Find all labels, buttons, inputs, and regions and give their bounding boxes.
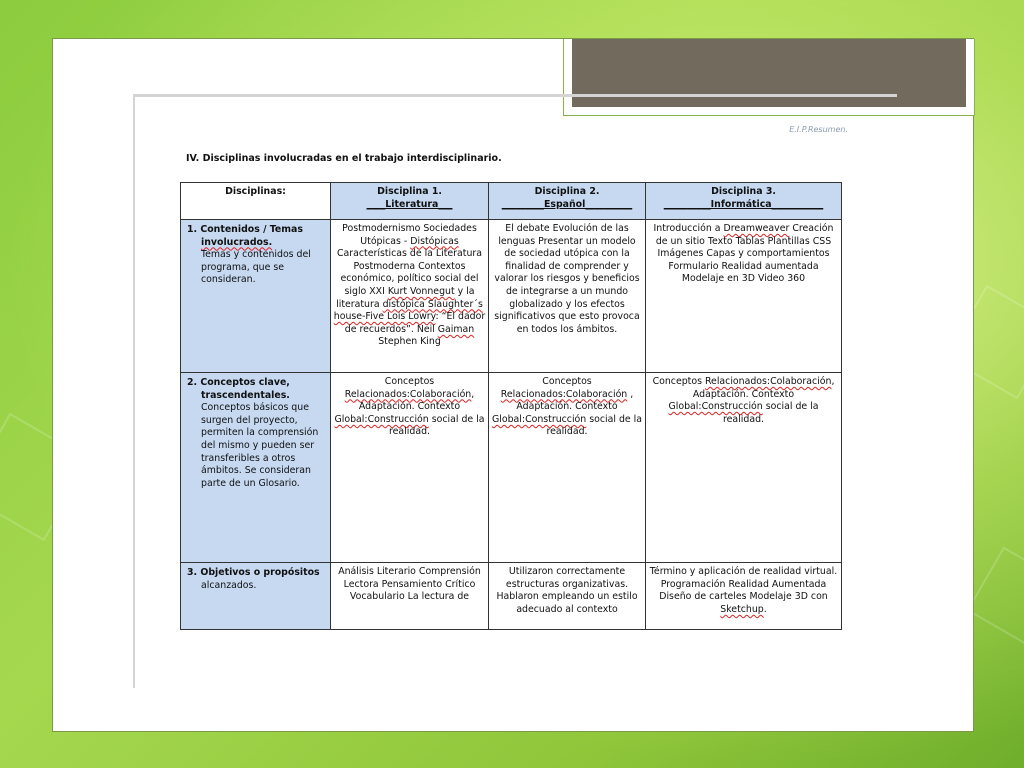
cell-text: Dreamweaver (723, 223, 790, 234)
table-header-row (181, 183, 842, 220)
row-title (187, 377, 326, 402)
cell-text: Conceptos (542, 376, 592, 387)
header-label: Disciplina 3. (711, 186, 776, 197)
cell-espanol-objetivos: Utilizaron correctamente estructuras organizativas. Hablaron empleando un estilo adecuado al contexto (489, 563, 646, 630)
cell-text: Conceptos (652, 376, 705, 387)
section-title: IV. Disciplinas involucradas en el trabajo interdisciplinario. (186, 153, 502, 164)
row-label-objetivos (181, 563, 331, 630)
header-disciplina-1 (331, 183, 489, 220)
header-disciplina-2 (489, 183, 646, 220)
table-row (181, 220, 842, 373)
cell-text: Stephen King (378, 336, 441, 348)
cell-text: Características de la Literatura Postmoderna Contextos económico, político social del siglo XXI (337, 248, 482, 297)
cell-text: Creación de un sitio Texto Tablas Plantillas CSS Imágenes Capas y comportamientos Formulario Realidad aumentada Modelaje en 3D Video 360 (655, 223, 834, 285)
cell-informatica-conceptos (646, 373, 842, 563)
cell-literatura-conceptos (331, 373, 489, 563)
cell-text: Relacionados:Colaboración (500, 388, 628, 400)
row-title-text: alcanzados. (201, 579, 257, 591)
background-hexagon (966, 546, 1024, 647)
cell-text: , Adaptación. Contexto (516, 388, 634, 413)
header-label: Disciplina 2. (534, 186, 600, 197)
cell-text: social de la realidad. (723, 401, 819, 425)
cell-text: Relacionados:Colaboración (344, 388, 472, 400)
row-title-text: 3. Objetivos o propósitos (187, 567, 320, 578)
cell-text: , Adaptación. Contexto (692, 376, 835, 400)
cell-text: distópica Slaughter´s house-Five Lois Lowry (333, 298, 483, 323)
cell-text: Sketchup (720, 603, 764, 615)
header-sublabel: _________Español__________ (501, 198, 633, 210)
cell-text: Introducción a (653, 223, 724, 234)
row-description: Temas y contenidos del programa, que se consideran. (201, 249, 311, 286)
cell-text: Kurt Vonnegut (387, 285, 455, 297)
cell-text: Distópicas (410, 235, 459, 247)
cell-text: : “El dador de recuerdos”. Neil (344, 311, 486, 335)
cell-text: Global:Construcción (334, 413, 429, 425)
cell-text: social de la realidad. (546, 413, 642, 438)
slide-title-frame (563, 39, 975, 116)
cell-text: . (763, 603, 767, 615)
cell-text: social de la realidad. (389, 413, 485, 438)
cell-text: Global:Construcción (492, 413, 587, 425)
cell-text: Global:Construcción (668, 401, 763, 413)
table-row (181, 373, 842, 563)
cell-text: Término y aplicación de realidad virtual. Programación Realidad Aumentada Diseño de carteles Modelaje 3D con (649, 566, 838, 603)
row-label-contenidos (181, 220, 331, 373)
row-title-text: involucrados. (201, 236, 273, 248)
cell-espanol-contenidos: El debate Evolución de las lenguas Presentar un modelo de sociedad utópica con la finalidad de comprender y valorar los riesgos y beneficios de integrarse a un mundo globalizado y los efectos significativos que esto provoca en todos los ámbitos. (489, 220, 646, 373)
row-label-conceptos (181, 373, 331, 563)
cell-text: Postmodernismo Sociedades Utópicas - (342, 223, 477, 247)
cell-informatica-objetivos (646, 563, 842, 630)
document-top-border (133, 94, 897, 97)
row-title (187, 567, 326, 592)
cell-text: Gaiman (437, 323, 475, 335)
row-title-text: 2. Conceptos clave, (187, 377, 290, 388)
cell-text: Conceptos (384, 376, 435, 387)
cell-text: y la literatura (336, 285, 475, 310)
cell-literatura-contenidos (331, 220, 489, 373)
header-disciplina-3 (646, 183, 842, 220)
header-label: Disciplina 1. (377, 186, 442, 197)
cell-text: , Adaptación. Contexto (358, 388, 475, 413)
row-description: Conceptos básicos que surgen del proyecto, permiten la comprensión del mismo y pueden ser transferibles a otros ámbitos. Se consideran parte de un Glosario. (201, 402, 319, 489)
document-header-reference: E.I.P.Resumen. (789, 125, 848, 134)
disciplines-table (180, 182, 842, 630)
cell-espanol-conceptos (489, 373, 646, 563)
table-row (181, 563, 842, 630)
header-label: Disciplinas: (225, 186, 286, 197)
cell-text: Relacionados:Colaboración (704, 376, 832, 387)
header-sublabel: ____Literatura___ (366, 198, 453, 210)
row-title-text: 1. Contenidos / Temas (187, 224, 303, 235)
cell-informatica-contenidos (646, 220, 842, 373)
row-title (187, 224, 326, 249)
document-left-border (133, 94, 135, 688)
header-sublabel: __________Informática___________ (663, 198, 824, 210)
header-disciplinas (181, 183, 331, 220)
cell-literatura-objetivos: Análisis Literario Comprensión Lectora Pensamiento Crítico Vocabulario La lectura de (331, 563, 489, 630)
row-title-text: trascendentales. (201, 389, 290, 401)
